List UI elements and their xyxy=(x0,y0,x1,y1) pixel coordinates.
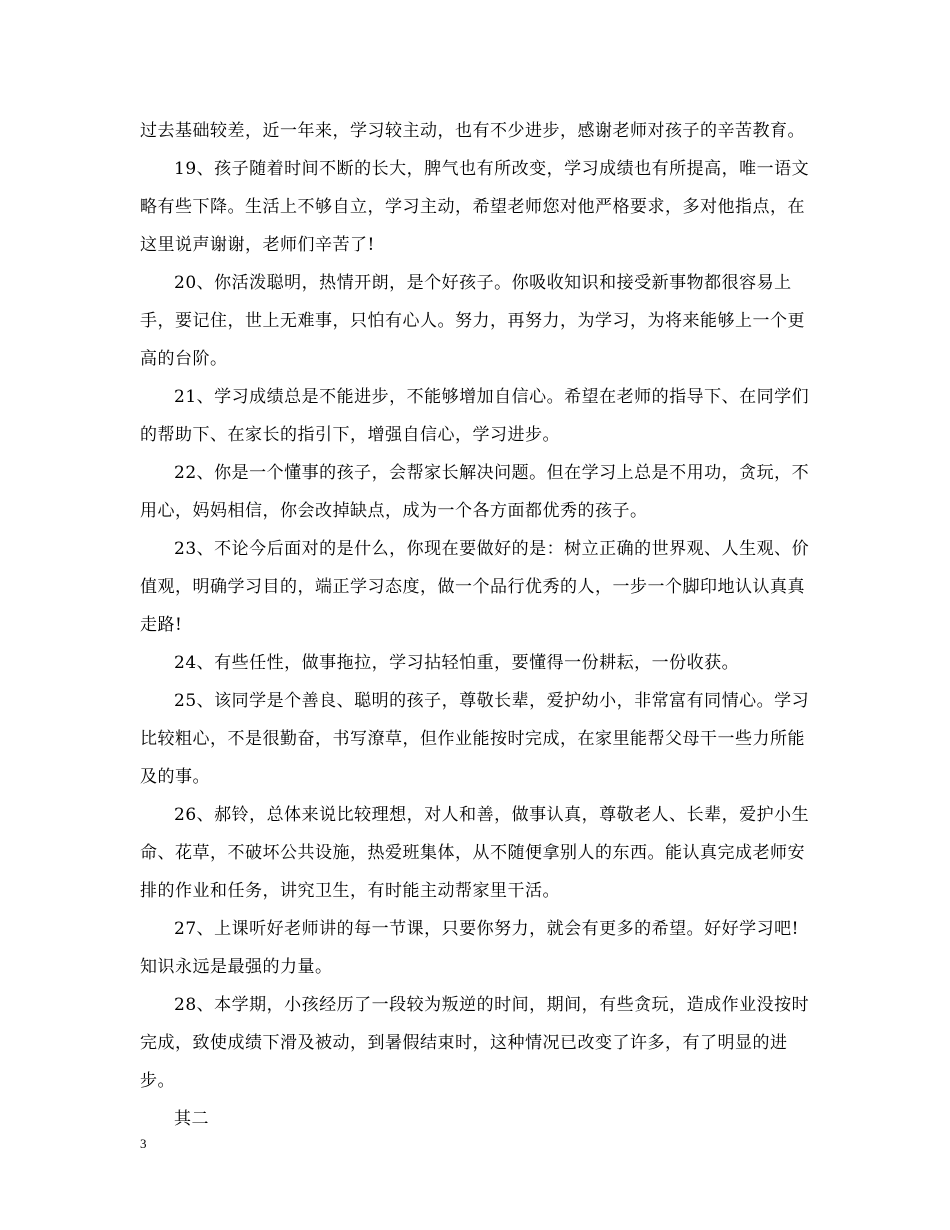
paragraph-19: 19、孩子随着时间不断的长大，脾气也有所改变，学习成绩也有所提高，唯一语文 略有些下降。生活上不够自立，学习主动，希望老师您对他严格要求，多对他指点，在这里说声谢谢，老师们辛苦了! xyxy=(140,159,810,255)
paragraph-21: 21、学习成绩总是不能进步，不能够增加自信心。希望在老师的指导下、在同学们的帮助下、在家长的指引下，增强自信心，学习进步。 xyxy=(140,387,810,445)
paragraph-23: 23、不论今后面对的是什么，你现在要做好的是：树立正确的世界观、人生观、价值观，明确学习目的，端正学习态度，做一个品行优秀的人，一步一个脚印地认认真真走路! xyxy=(140,539,810,635)
page-number: 3 xyxy=(140,1136,147,1151)
paragraph-27: 27、上课听好老师讲的每一节课，只要你努力，就会有更多的希望。好好学习吧!知识永远是最强的力量。 xyxy=(140,919,799,977)
paragraph-20: 20、你活泼聪明，热情开朗，是个好孩子。你吸收知识和接受新事物都很容易上手，要记住，世上无难事，只怕有心人。努力，再努力，为学习，为将来能够上一个更高的台阶。 xyxy=(140,273,805,369)
paragraph-24: 24、有些任性，做事拖拉，学习拈轻怕重，要懂得一份耕耘，一份收获。 xyxy=(174,653,740,673)
paragraph-22: 22、你是一个懂事的孩子，会帮家长解决问题。但在学习上总是不用功，贪玩，不用心，妈妈相信，你会改掉缺点，成为一个各方面都优秀的孩子。 xyxy=(140,463,810,521)
paragraph-continuation: 过去基础较差，近一年来，学习较主动，也有不少进步，感谢老师对孩子的辛苦教育。 xyxy=(140,121,805,141)
paragraph-28: 28、本学期，小孩经历了一段较为叛逆的时间，期间，有些贪玩，造成作业没按时完成，致使成绩下滑及被动，到暑假结束时，这种情况已改变了许多，有了明显的进步。 xyxy=(140,995,810,1091)
paragraph-25: 25、该同学是个善良、聪明的孩子，尊敬长辈，爱护幼小，非常富有同情心。学习比较粗心，不是很勤奋，书写潦草，但作业能按时完成，在家里能帮父母干一些力所能及的事。 xyxy=(140,691,810,787)
section-heading-qi-er: 其二 xyxy=(174,1109,209,1129)
document-body xyxy=(140,112,812,1138)
paragraph-26: 26、郝铃，总体来说比较理想，对人和善，做事认真，尊敬老人、长辈，爱护小生命、花草，不破坏公共设施，热爱班集体，从不随便拿别人的东西。能认真完成老师安排的作业和任务，讲究卫生，有时能主动帮家里干活。 xyxy=(140,805,810,901)
